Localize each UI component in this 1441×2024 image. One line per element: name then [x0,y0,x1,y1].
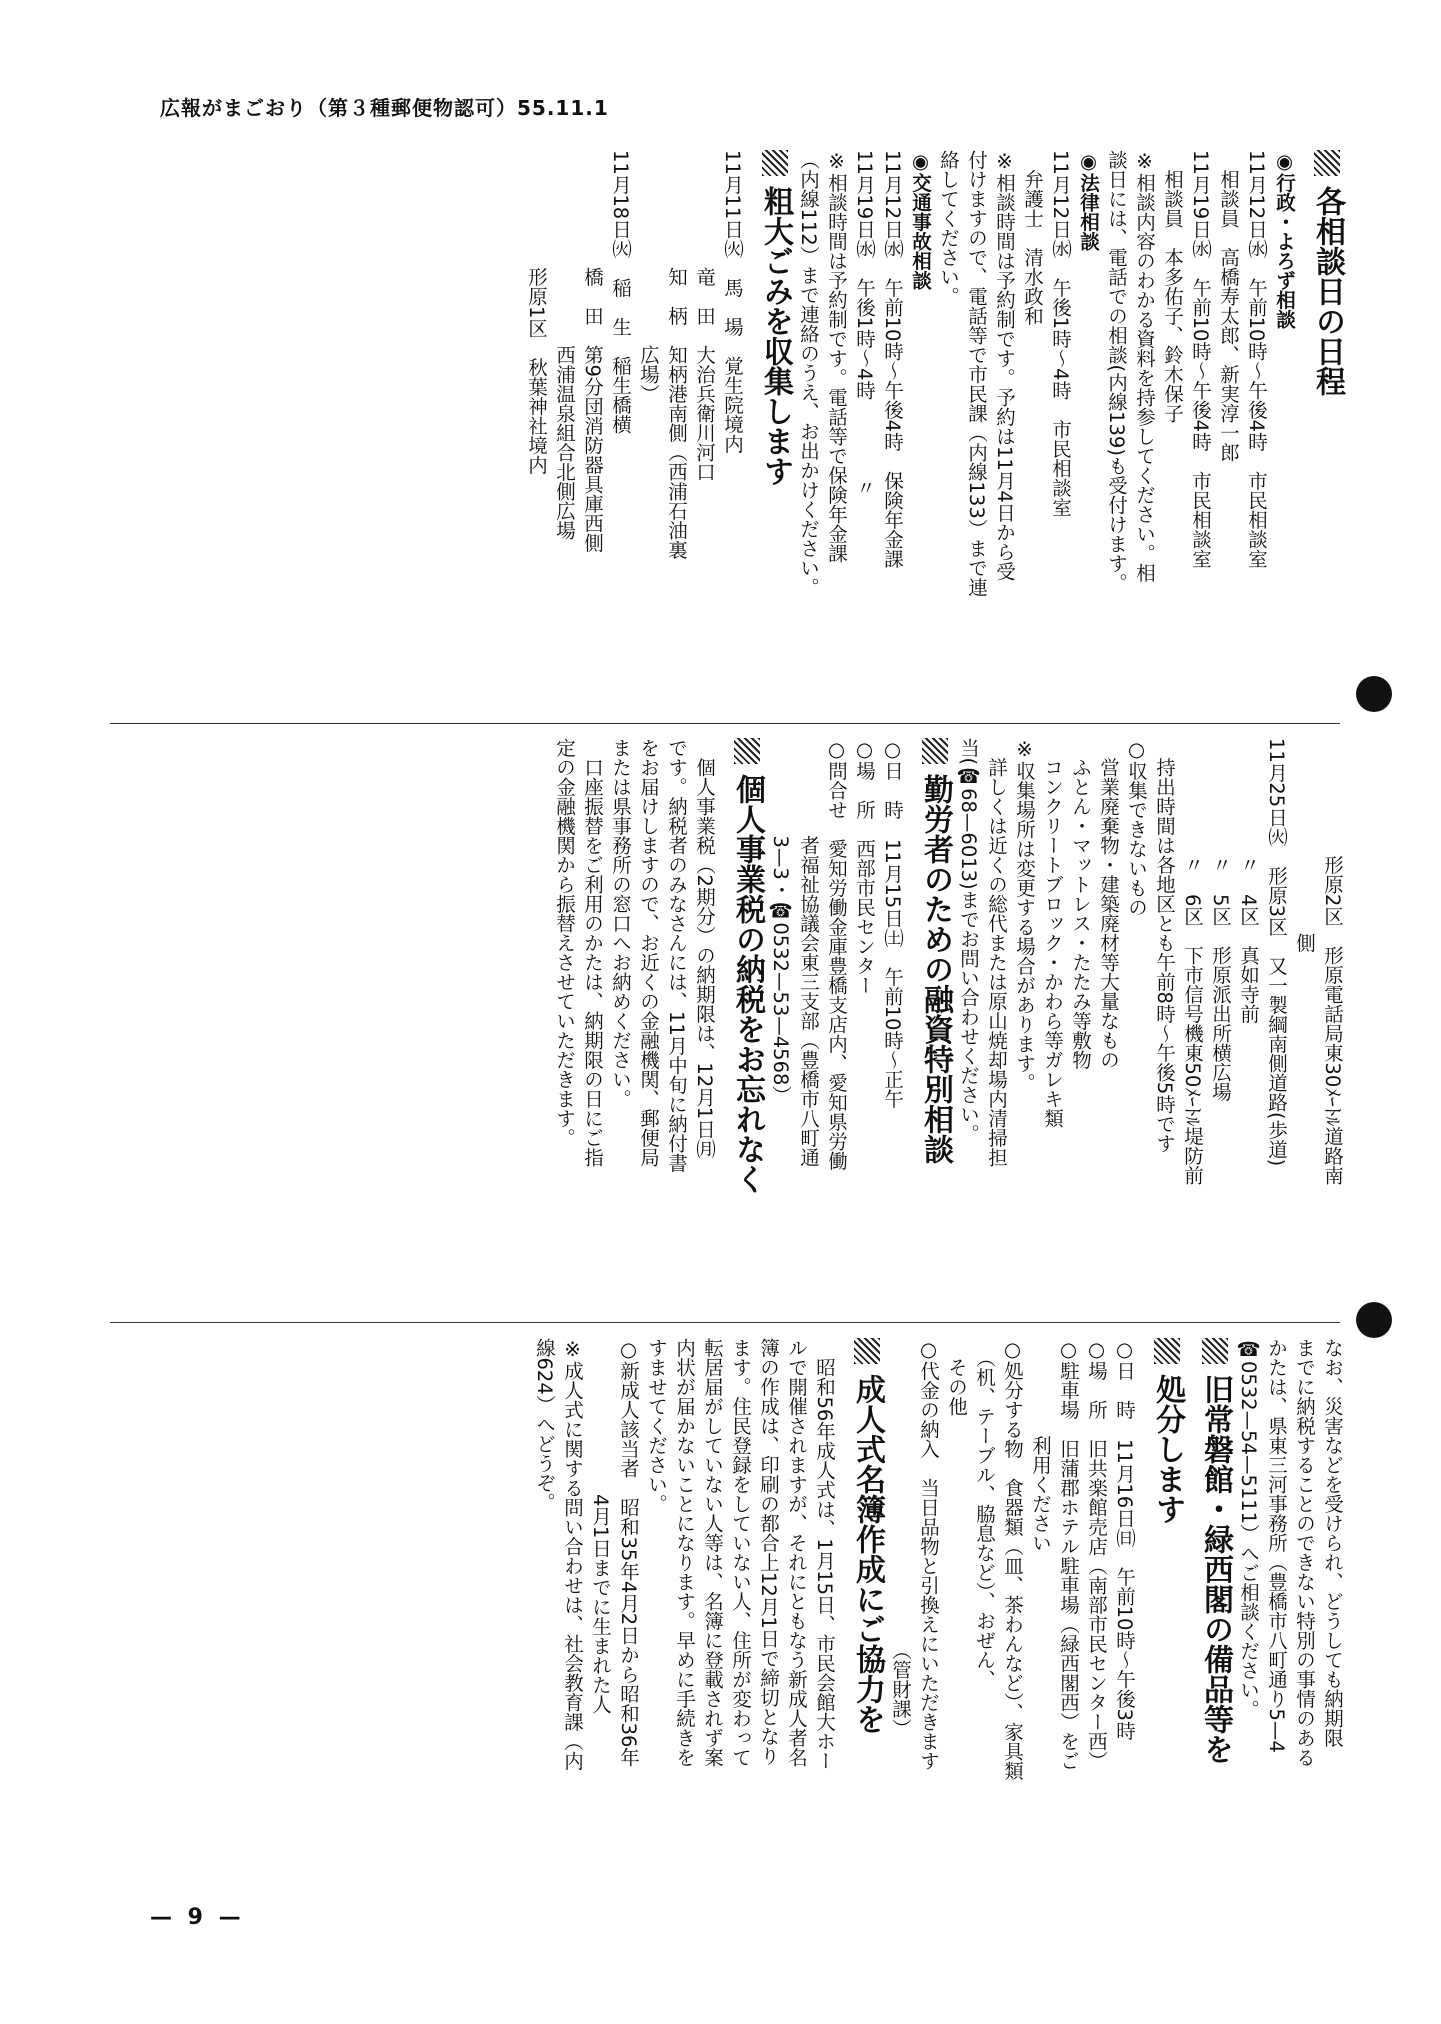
text-line: ○場 所 旧共楽館売店（南部市民センター西） [1085,1338,1108,1771]
text-line: ふとん・マットレス・たたみ等敷物 [1069,738,1092,1070]
band-bottom [530,1338,1346,1893]
page-number: — 9 — [150,1905,245,1930]
subheading: ◉交通事故相談 [909,150,932,290]
text-line: 側 [1293,738,1316,953]
text-line: 当(☎68—6013)までお問い合わせください。 [957,738,980,1144]
text-line: その他 [945,1338,968,1416]
text-line: 付けますので、電話等で市民課（内線133）まで連 [965,150,988,597]
text-line: 11月19日㈬ 午後1時〜4時 〃 [853,150,876,498]
text-line: ※成人式に関する問い合わせは、社会教育課（内 [561,1338,584,1771]
text-line: （内線112）まで連絡のうえ、お出かけください。 [797,150,820,597]
text-line: 11月12日㈬ 午前10時〜午後4時 保険年金課 [881,150,904,569]
hole-punch-mark [1356,1302,1392,1338]
subheading: ◉法律相談 [1077,150,1100,251]
section-heading: 個人事業税の納税をお忘れなく [728,738,766,1293]
text-line: 知 柄 知柄港南側（西浦石油裏 [665,150,688,560]
section-heading: 処分します [1148,1338,1186,1893]
text-line: 〃 6区 下市信号機東50ﾒｰﾄﾙ堤防前 [1181,738,1204,1185]
text-line: 形原2区 形原電話局東30ﾒｰﾄﾙ道路南 [1321,738,1344,1185]
text-line: 詳しくは近くの総代または原山焼却場内清掃担 [985,738,1008,1167]
text-line: 転居届がしていない人等は、名簿に登載されず案 [701,1338,724,1767]
text-line: ○駐車場 旧蒲郡ホテル駐車場（緑西閣西）をご [1057,1338,1080,1771]
text-line: または県事務所の窓口へお納めください。 [609,738,632,1109]
text-line: 3—3・☎0532—53—4568） [769,738,792,1105]
text-line: 談日には、電話での相談(内線139)も受付けます。 [1105,150,1128,593]
text-line: ○場 所 西部市民センター [853,738,876,995]
text-line: 営業廃棄物・建築廃材等大量なもの [1097,738,1120,1070]
text-line: 持出時間は各地区とも午前8時〜午後5時です [1153,738,1176,1153]
text-line: 口座振替をご利用のかたは、納期限の日にご指 [581,738,604,1167]
text-line: ☎0532—54—5111）へご相談ください。 [1237,1338,1260,1720]
text-line: ※相談時間は予約制です。電話等で保険年金課 [825,150,848,563]
page-header: 広報がまごおり（第３種郵便物認可）55.11.1 [160,96,609,120]
text-line: 4月1日までに生まれた人 [589,1338,612,1714]
section-heading: 成人式名簿作成にご協力を [848,1338,886,1893]
text-line: 内状が届かないことになります。早めに手続きを [673,1338,696,1767]
text-line: （管財課） [889,1338,912,1738]
text-line: 西浦温泉組合北側広場 [553,150,576,540]
text-line: です。納税者のみなさんには、11月中旬に納付書 [665,738,688,1173]
text-line: 絡してください。 [937,150,960,306]
text-line: 利用ください [1029,1338,1052,1553]
section-heading: 各相談日の日程 [1308,150,1346,710]
section-heading: 旧常磐館・緑西閣の備品等を [1196,1338,1234,1893]
text-line: すませてください。 [645,1338,668,1514]
text-line: 11月19日㈬ 午前10時〜午後4時 市民相談室 [1189,150,1212,569]
text-line: 11月12日㈬ 午後1時〜4時 市民相談室 [1049,150,1072,517]
text-line: コンクリートブロック・かわら等ガレキ類 [1041,738,1064,1128]
text-line: ※収集場所は変更する場合があります。 [1013,738,1036,1093]
text-line: ○代金の納入 当日品物と引換えにいただきます [917,1338,940,1771]
text-line: 相談員 本多佑子、鈴木保子 [1161,150,1184,423]
section-heading: 勤労者のための融資特別相談 [916,738,954,1293]
section-heading: 粗大ごみを収集します [756,150,794,710]
subheading: ◉行政・よろず相談 [1273,150,1296,329]
text-line: 〃 4区 真如寺前 [1237,738,1260,1024]
text-line: 11月18日㈫ 稲 生 稲生橋横 [609,150,632,434]
text-line: 竜 田 大治兵衛川河口 [693,150,716,482]
text-line: 11月11日㈫ 馬 場 覚生院境内 [721,150,744,454]
text-line: 11月25日㈫ 形原3区 又一製綱南側道路(歩道) [1265,738,1288,1167]
divider-middle [110,1322,1340,1323]
text-line: 〃 5区 形原派出所横広場 [1209,738,1232,1102]
text-line: ○日 時 11月16日㈰ 午前10時〜午後3時 [1113,1338,1136,1741]
hole-punch-mark [1356,676,1392,712]
text-line: までに納税することのできない特別の事情のある [1293,1338,1316,1767]
text-line: 弁護士 清水政和 [1021,150,1044,326]
text-line: 線624）へどうぞ。 [533,1338,556,1512]
text-line: （机、テーブル、脇息など）、おぜん、 [973,1338,996,1689]
text-line: ルで開催されますが、それにともなう新成人者名 [785,1338,808,1767]
text-line: ○日 時 11月15日㈯ 午前10時〜正午 [881,738,904,1109]
text-line: 相談員 高橋寿太郎、新実淳一郎 [1217,150,1240,462]
text-line: 者福祉協議会東三支部（豊橋市八町通 [797,738,820,1167]
text-line: かたは、県東三河事務所（豊橋市八町通り5—4 [1265,1338,1288,1753]
text-line: 橋 田 第9分団消防器具庫西側 [581,150,604,553]
text-line: 個人事業税（2期分）の納期限は、12月1日㈪ [693,738,716,1159]
text-line: 広場） [637,150,660,404]
text-line: ○処分する物 食器類（皿、茶わんなど）、家具類 [1001,1338,1024,1781]
text-line: ○収集できないもの [1125,738,1148,917]
band-middle [550,738,1346,1293]
text-line: をお届けしますので、お近くの金融機関、郵便局 [637,738,660,1167]
text-line: ※相談内容のわかる資料を持参してください。相 [1133,150,1156,583]
text-line: 形原1区 秋葉神社境内 [525,150,548,475]
text-line: ます。住民登録をしていない人、住所が変わって [729,1338,752,1767]
text-line: ○新成人該当者 昭和35年4月2日から昭和36年 [617,1338,640,1767]
band-top [522,150,1346,710]
text-line: ○問合せ 愛知労働金庫豊橋支店内、愛知県労働 [825,738,848,1171]
text-line: 簿の作成は、印刷の都合上12月1日で締切となり [757,1338,780,1766]
text-line: 定の金融機関から振替えさせていただきます。 [553,738,576,1148]
text-line: 11月12日㈬ 午前10時〜午後4時 市民相談室 [1245,150,1268,569]
text-line: なお、災害などを受けられ、どうしても納期限 [1321,1338,1344,1748]
divider-top [110,723,1340,724]
text-line: 昭和56年成人式は、1月15日、市民会館大ホー [813,1338,836,1771]
text-line: ※相談時間は予約制です。予約は11月4日から受 [993,150,1016,581]
